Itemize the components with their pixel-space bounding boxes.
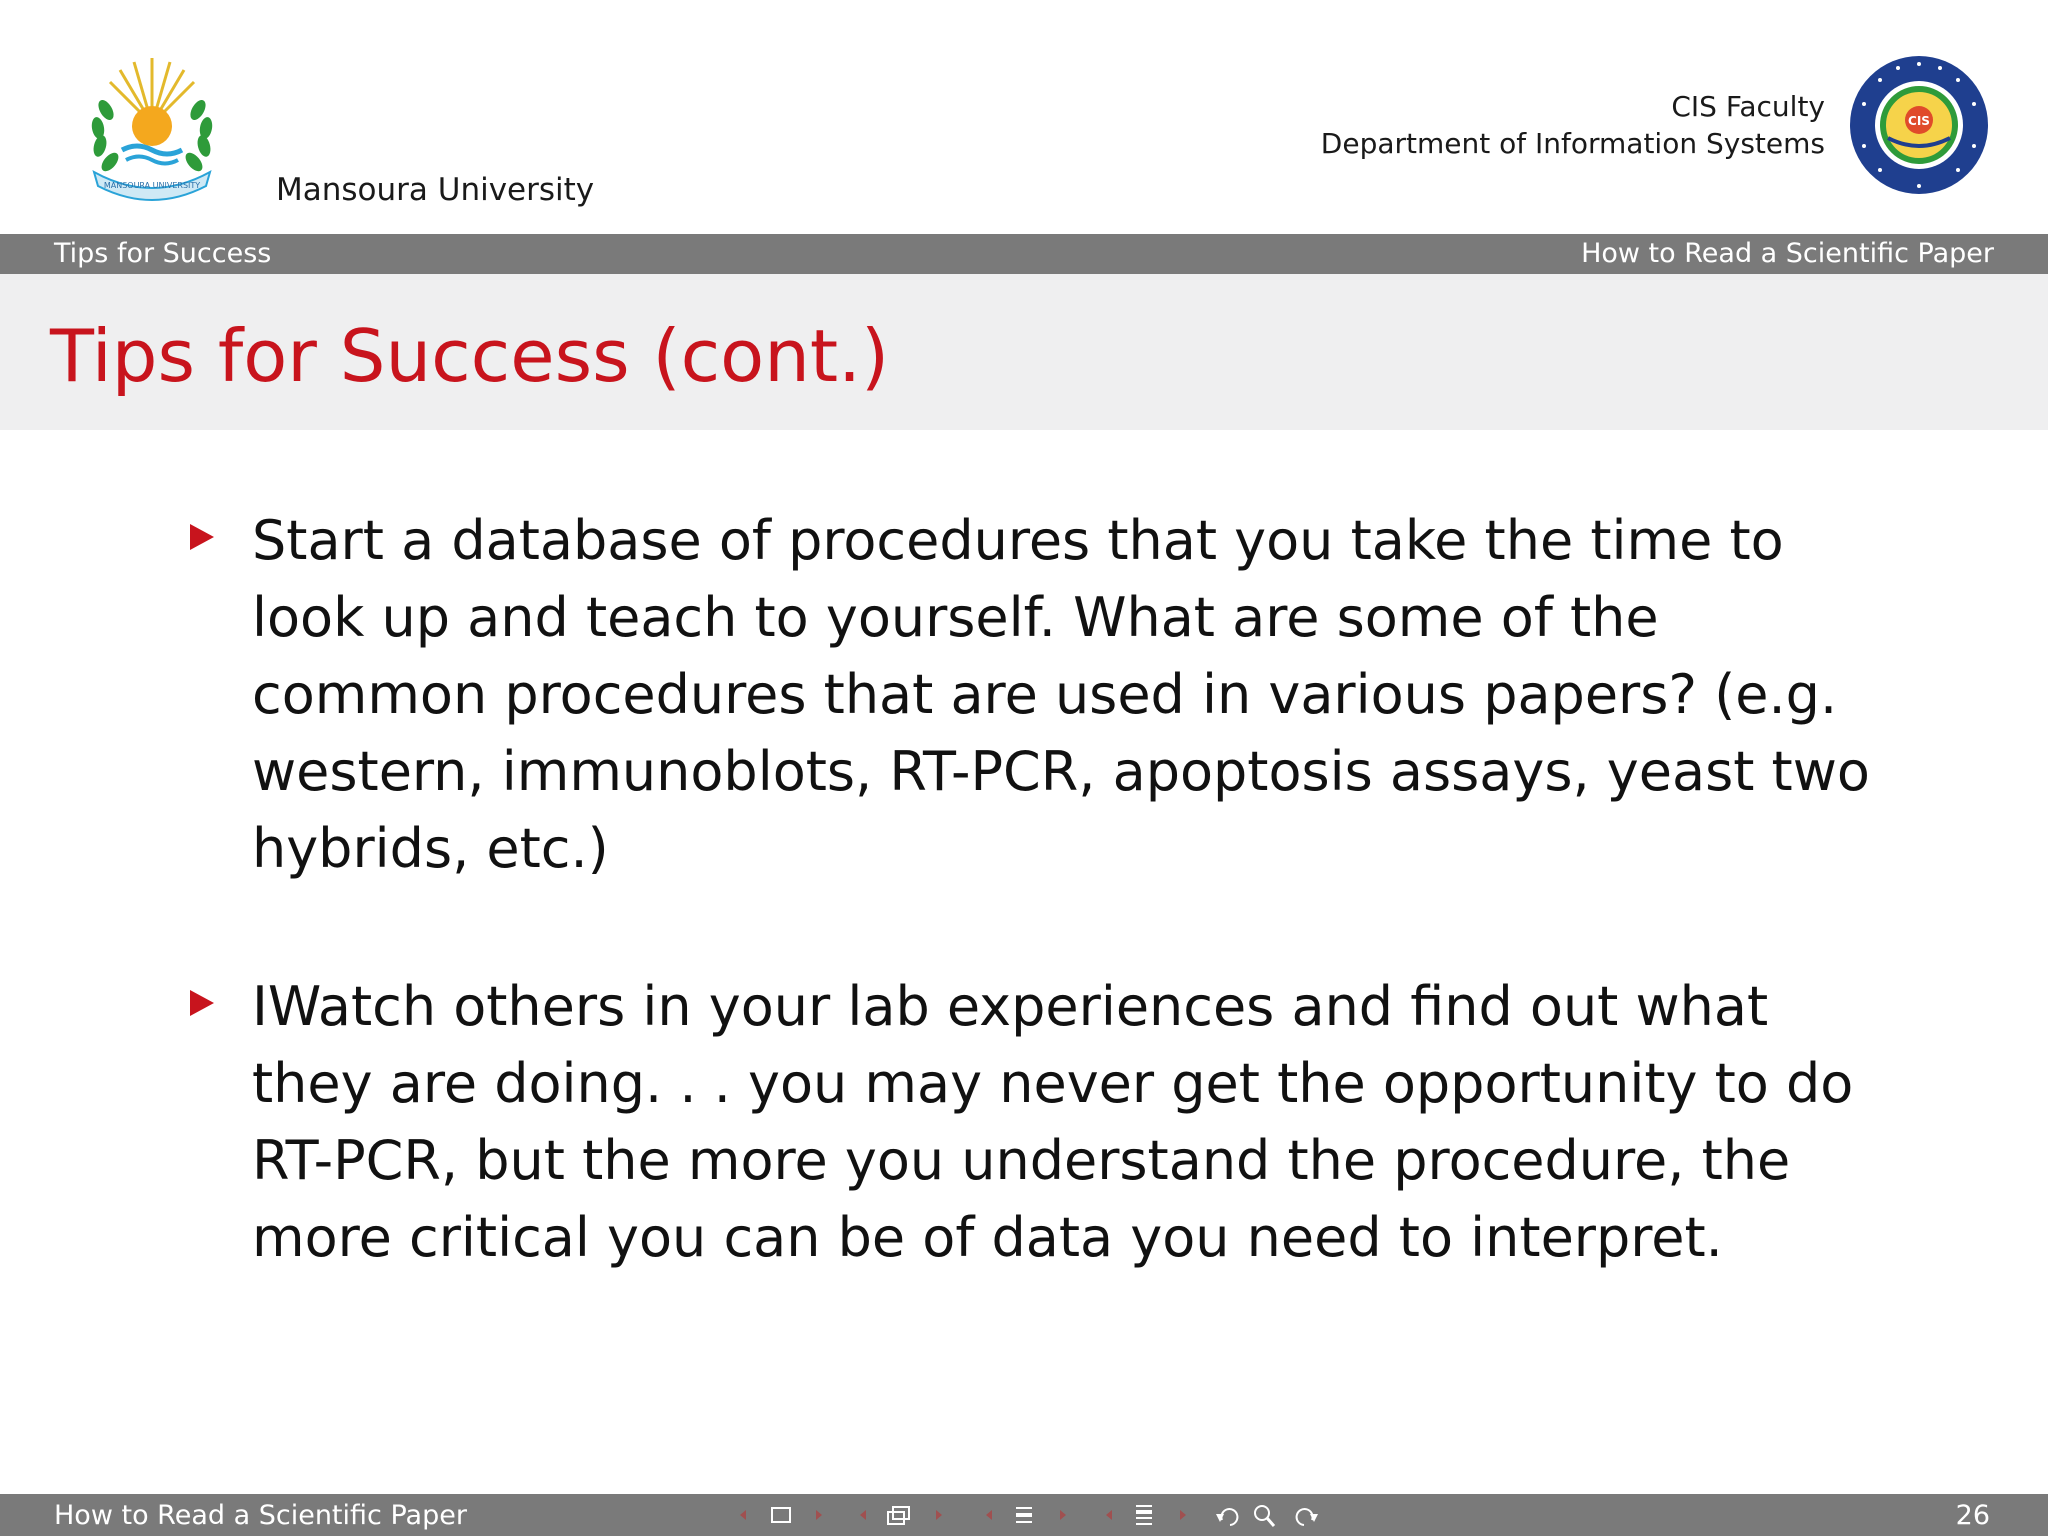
faculty-name: CIS Faculty [1671,90,1825,123]
section-link[interactable]: Tips for Success [54,238,272,269]
slide-header [0,0,2048,234]
university-logo [82,54,222,204]
top-navigation-bar [0,234,2048,274]
svg-text:MANSOURA UNIVERSITY: MANSOURA UNIVERSITY [103,181,201,190]
university-name: Mansoura University [276,172,595,208]
frame-nav-icon[interactable] [740,1508,822,1522]
slide-title-bar [0,274,2048,430]
faculty-logo [1848,54,1990,196]
presentation-title-link[interactable]: How to Read a Scientific Paper [1581,238,1994,269]
svg-text:CIS: CIS [1908,114,1930,128]
slide-content [0,430,2048,1494]
section-nav-icon[interactable] [986,1508,1066,1522]
slide-title: Tips for Success (cont.) [50,314,890,398]
beamer-navigation-controls [730,1498,1330,1532]
bullet-text: IWatch others in your lab experiences and find out what they are doing. . . you may never get the opportunity to do RT-PCR, but the more you understand the procedure, the more critical you can be of data you need to interpret. [252,975,1854,1269]
department-name: Department of Information Systems [1320,127,1825,160]
bullet-triangle-icon [190,990,214,1016]
forward-icon[interactable] [1297,1509,1318,1525]
subsection-nav-icon[interactable] [860,1507,942,1524]
document-nav-icon[interactable] [1106,1506,1186,1524]
back-icon[interactable] [1216,1509,1237,1525]
footer-presentation-title: How to Read a Scientific Paper [54,1500,467,1531]
faculty-info [1321,88,1825,162]
search-icon[interactable] [1255,1506,1274,1526]
bullet-triangle-icon [190,524,214,550]
page-number: 26 [1955,1500,1990,1531]
bullet-text: Start a database of procedures that you take the time to look up and teach to yourself. What are some of the common procedures that are used in various papers? (e.g. western, immunoblots, RT-PCR, apoptosis assays, yeast two hybrids, etc.) [252,509,1870,880]
bottom-navigation-bar [0,1494,2048,1536]
